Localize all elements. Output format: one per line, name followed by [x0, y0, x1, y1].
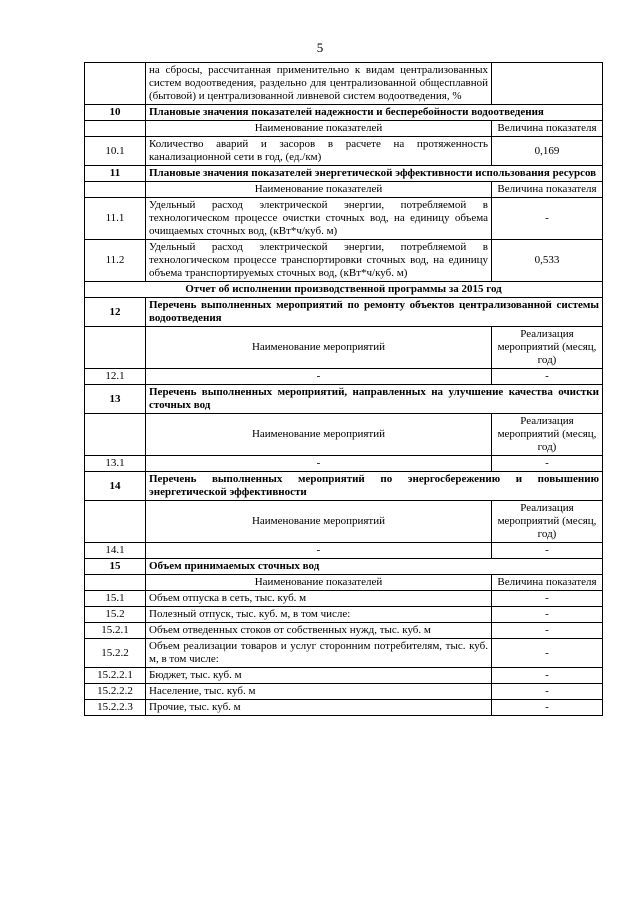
- row-number: 11.1: [85, 198, 146, 240]
- row-value: 0,533: [492, 240, 603, 282]
- row-text: -: [146, 543, 492, 559]
- table-row: [85, 414, 603, 456]
- column-header-value: Реализация мероприятий (месяц, год): [492, 414, 603, 456]
- column-header-value: Величина показателя: [492, 121, 603, 137]
- column-header-name: Наименование мероприятий: [146, 414, 492, 456]
- table-row: [85, 198, 603, 240]
- row-number: [85, 63, 146, 105]
- table-row: [85, 327, 603, 369]
- row-text: Прочие, тыс. куб. м: [146, 700, 492, 716]
- row-number: 11.2: [85, 240, 146, 282]
- row-text: -: [146, 456, 492, 472]
- row-number: 14.1: [85, 543, 146, 559]
- table-row: [85, 668, 603, 684]
- row-number: [85, 121, 146, 137]
- row-value: -: [492, 543, 603, 559]
- table-row: [85, 639, 603, 668]
- table-row: [85, 472, 603, 501]
- row-text: Объем реализации товаров и услуг сторонним потребителям, тыс. куб. м, в том числе:: [146, 639, 492, 668]
- column-header-name: Наименование мероприятий: [146, 327, 492, 369]
- section-title: Перечень выполненных мероприятий по ремонту объектов централизованной системы водоотведения: [146, 298, 603, 327]
- section-number: 13: [85, 385, 146, 414]
- table-row: [85, 501, 603, 543]
- row-value: -: [492, 668, 603, 684]
- table-row: [85, 121, 603, 137]
- column-header-value: Величина показателя: [492, 575, 603, 591]
- row-number: 10.1: [85, 137, 146, 166]
- section-title: Плановые значения показателей надежности и бесперебойности водоотведения: [146, 105, 603, 121]
- table-row: [85, 559, 603, 575]
- section-number: 11: [85, 166, 146, 182]
- column-header-name: Наименование показателей: [146, 182, 492, 198]
- table-row: [85, 623, 603, 639]
- row-value: [492, 63, 603, 105]
- row-value: -: [492, 639, 603, 668]
- program-table: [84, 62, 603, 716]
- section-number: 15: [85, 559, 146, 575]
- table-row: [85, 456, 603, 472]
- report-title: Отчет об исполнении производственной программы за 2015 год: [85, 282, 603, 298]
- table-row: [85, 591, 603, 607]
- table-row: [85, 369, 603, 385]
- row-number: 15.2.1: [85, 623, 146, 639]
- section-title: Плановые значения показателей энергетической эффективности использования ресурсов: [146, 166, 603, 182]
- row-number: 15.2: [85, 607, 146, 623]
- row-number: 15.1: [85, 591, 146, 607]
- row-value: -: [492, 369, 603, 385]
- row-number: [85, 414, 146, 456]
- table-row: [85, 282, 603, 298]
- table-row: [85, 63, 603, 105]
- row-text: Бюджет, тыс. куб. м: [146, 668, 492, 684]
- table-row: [85, 137, 603, 166]
- column-header-value: Реализация мероприятий (месяц, год): [492, 327, 603, 369]
- page-number: 5: [316, 40, 324, 55]
- section-title: Перечень выполненных мероприятий, направленных на улучшение качества очистки сточных вод: [146, 385, 603, 414]
- table-row: [85, 543, 603, 559]
- row-value: 0,169: [492, 137, 603, 166]
- table-row: [85, 700, 603, 716]
- row-text: -: [146, 369, 492, 385]
- row-number: 15.2.2.1: [85, 668, 146, 684]
- row-number: [85, 327, 146, 369]
- row-value: -: [492, 607, 603, 623]
- table-row: [85, 575, 603, 591]
- row-number: [85, 501, 146, 543]
- row-number: 15.2.2.3: [85, 700, 146, 716]
- row-text: на сбросы, рассчитанная применительно к видам централизованных систем водоотведения, раздельно для централизованной общесплавной (бытовой) и централизованной ливневой систем водоотведения, %: [146, 63, 492, 105]
- row-value: -: [492, 456, 603, 472]
- row-number: 15.2.2.2: [85, 684, 146, 700]
- row-text: Удельный расход электрической энергии, потребляемой в технологическом процессе транспортировки сточных вод, на единицу объема транспортируемых сточных вод, (кВт*ч/куб. м): [146, 240, 492, 282]
- row-text: Полезный отпуск, тыс. куб. м, в том числе:: [146, 607, 492, 623]
- column-header-value: Реализация мероприятий (месяц, год): [492, 501, 603, 543]
- section-title: Перечень выполненных мероприятий по энергосбережению и повышению энергетической эффективности: [146, 472, 603, 501]
- row-number: [85, 575, 146, 591]
- row-text: Объем отпуска в сеть, тыс. куб. м: [146, 591, 492, 607]
- row-value: -: [492, 198, 603, 240]
- table-row: [85, 607, 603, 623]
- table-row: [85, 182, 603, 198]
- table-row: [85, 684, 603, 700]
- column-header-name: Наименование показателей: [146, 121, 492, 137]
- column-header-value: Величина показателя: [492, 182, 603, 198]
- row-text: Количество аварий и засоров в расчете на протяженность канализационной сети в год, (ед./км): [146, 137, 492, 166]
- table-row: [85, 166, 603, 182]
- column-header-name: Наименование показателей: [146, 575, 492, 591]
- row-value: -: [492, 684, 603, 700]
- row-number: 15.2.2: [85, 639, 146, 668]
- section-number: 12: [85, 298, 146, 327]
- table-row: [85, 298, 603, 327]
- table-row: [85, 385, 603, 414]
- section-number: 14: [85, 472, 146, 501]
- row-text: Объем отведенных стоков от собственных нужд, тыс. куб. м: [146, 623, 492, 639]
- row-number: 13.1: [85, 456, 146, 472]
- row-text: Удельный расход электрической энергии, потребляемой в технологическом процессе очистки сточных вод, на единицу объема очищаемых сточных вод, (кВт*ч/куб. м): [146, 198, 492, 240]
- row-text: Население, тыс. куб. м: [146, 684, 492, 700]
- row-number: 12.1: [85, 369, 146, 385]
- table-row: [85, 240, 603, 282]
- table-row: [85, 105, 603, 121]
- row-value: -: [492, 591, 603, 607]
- column-header-name: Наименование мероприятий: [146, 501, 492, 543]
- section-title: Объем принимаемых сточных вод: [146, 559, 603, 575]
- section-number: 10: [85, 105, 146, 121]
- row-value: -: [492, 623, 603, 639]
- row-value: -: [492, 700, 603, 716]
- row-number: [85, 182, 146, 198]
